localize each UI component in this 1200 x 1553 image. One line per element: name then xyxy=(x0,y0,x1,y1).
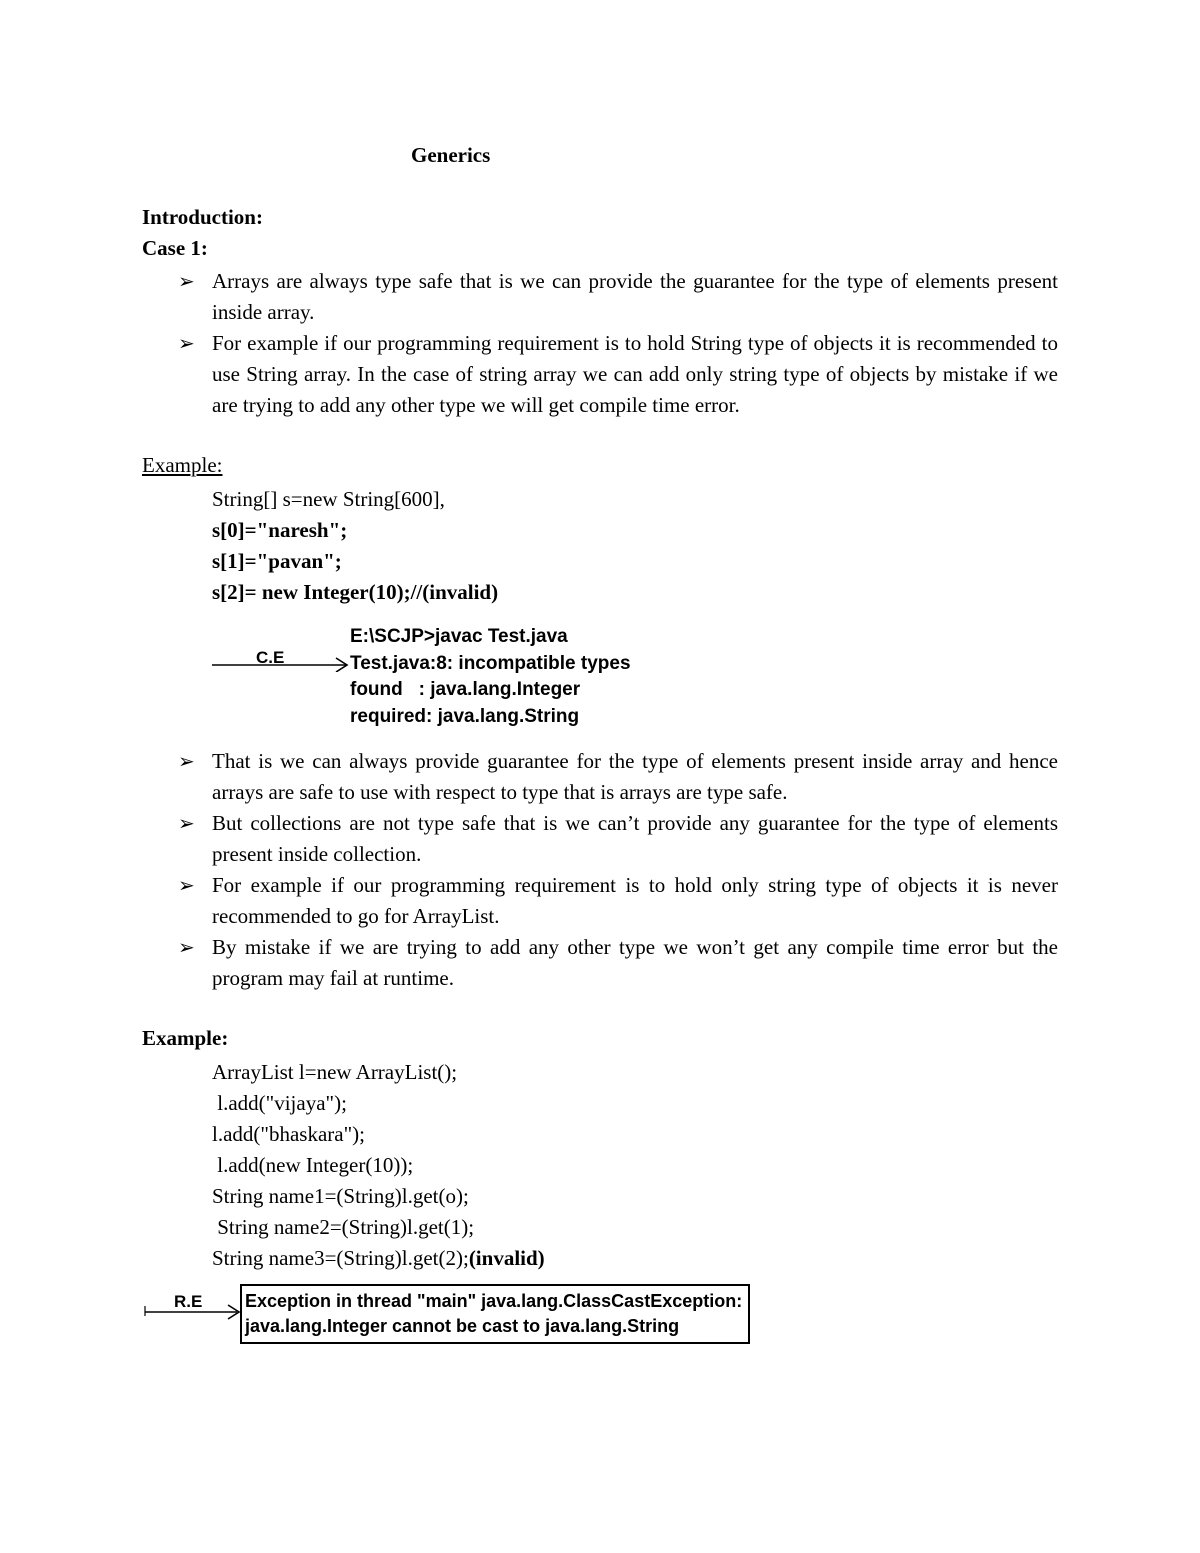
console-output xyxy=(240,1284,750,1344)
console-line: java.lang.Integer cannot be cast to java.lang.String xyxy=(245,1316,680,1336)
code-line: s[1]="pavan"; xyxy=(212,549,342,573)
bullet-arrow-icon: ➢ xyxy=(178,813,195,835)
console-line: required: java.lang.String xyxy=(350,705,580,727)
example-heading: Example: xyxy=(142,453,223,477)
code-line xyxy=(212,1243,545,1274)
page-title: Generics xyxy=(411,143,491,167)
code-line: s[0]="naresh"; xyxy=(212,518,348,542)
bullet-item: Arrays are always type safe that is we can provide the guarantee for the type of elements present inside array. xyxy=(212,269,1058,324)
example-heading: Example: xyxy=(142,1026,229,1050)
bullet-item: For example if our programming requirement is to hold String type of objects it is recommended to use String array. In the case of string array we can add only string type of objects by mistake if we are trying to add any other type we will get compile time error. xyxy=(212,331,1058,417)
bullet-arrow-icon: ➢ xyxy=(178,751,195,773)
bullet-arrow-icon: ➢ xyxy=(178,333,195,355)
console-line: Exception in thread "main" java.lang.ClassCastException: xyxy=(245,1291,743,1311)
code-line: s[2]= new Integer(10);//(invalid) xyxy=(212,580,499,604)
console-line: found : java.lang.Integer xyxy=(350,679,581,700)
code-line: String name1=(String)l.get(o); xyxy=(212,1184,469,1208)
code-text: String name3=(String)l.get(2); xyxy=(212,1246,469,1270)
code-line: ArrayList l=new ArrayList(); xyxy=(212,1060,458,1084)
code-line: l.add(new Integer(10)); xyxy=(212,1153,414,1177)
bullet-item: For example if our programming requirement is to hold only string type of objects it is never recommended to go for ArrayList. xyxy=(212,873,1058,928)
console-output xyxy=(350,624,631,730)
introduction-heading: Introduction: xyxy=(142,205,263,229)
code-line: String[] s=new String[600], xyxy=(212,487,445,511)
code-line: String name2=(String)l.get(1); xyxy=(212,1215,475,1239)
invalid-marker: (invalid) xyxy=(468,1246,545,1270)
right-arrow-icon xyxy=(143,1296,243,1320)
bullet-arrow-icon: ➢ xyxy=(178,271,195,293)
bullet-arrow-icon: ➢ xyxy=(178,937,195,959)
code-line: l.add("bhaskara"); xyxy=(212,1122,365,1146)
console-line: Test.java:8: incompatible types xyxy=(350,652,631,674)
bullet-item: But collections are not type safe that is we can’t provide any guarantee for the type of elements present inside collection. xyxy=(212,811,1058,866)
arrow-label: R.E xyxy=(174,1292,203,1311)
bullet-item: That is we can always provide guarantee for the type of elements present inside array and hence arrays are safe to use with respect to type that is arrays are type safe. xyxy=(212,749,1058,804)
arrow-label: C.E xyxy=(256,648,285,667)
console-line: E:\SCJP>javac Test.java xyxy=(350,626,568,647)
case-heading: Case 1: xyxy=(142,236,208,260)
code-line: l.add("vijaya"); xyxy=(212,1091,347,1115)
right-arrow-icon xyxy=(212,652,352,672)
bullet-arrow-icon: ➢ xyxy=(178,875,195,897)
bullet-item: By mistake if we are trying to add any other type we won’t get any compile time error but the program may fail at runtime. xyxy=(212,935,1058,990)
